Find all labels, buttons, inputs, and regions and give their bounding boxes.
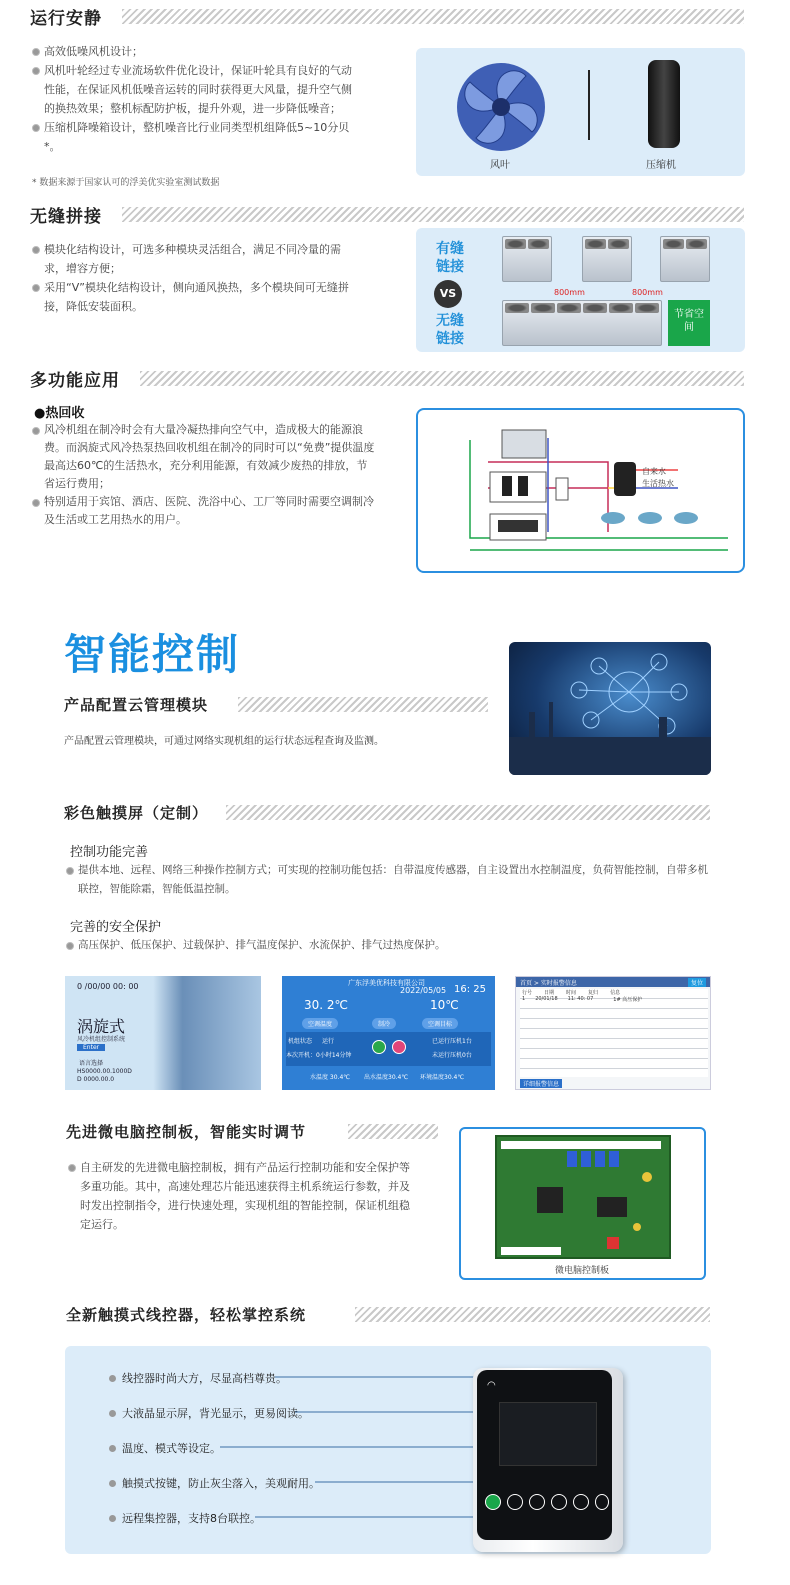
touchscreen-title: 彩色触摸屏（定制） [64,804,209,822]
version-code: D 0000.00.0 [77,1076,115,1083]
screen-sub: 风冷机组控制系统 [77,1036,126,1043]
company-name: 广东浮美优科技有限公司 [348,979,425,987]
section-title-multi: 多功能应用 [30,371,120,391]
temp-value: 30. 2℃ [304,998,349,1012]
bullet: 风机叶轮经过专业流场软件优化设计，保证叶轮具有良好的气动性能，在保证风机低噪音运转的同时获得更大风量，提升空气侧的换热效果；整机标配防护板，提升外观，进一步降低噪音； [30,61,360,118]
down-button[interactable] [573,1494,589,1510]
target-value: 10℃ [430,998,459,1012]
board-caption: 微电脑控制板 [555,1266,610,1276]
title-divider [122,207,744,222]
wifi-icon: ◠ [487,1380,496,1391]
power-button[interactable] [485,1494,501,1510]
bullet: 采用“V”模块化结构设计，侧向通风换热，多个模块间可无缝拼接，降低安装面积。 [30,278,360,316]
title-divider [238,697,488,712]
screen-status [282,976,495,1090]
screen-date: 2022/05/05 [400,986,447,995]
seamless-units-image [502,300,662,346]
ambient-temp: 环境温度30.4℃ [420,1074,465,1081]
hot-water-label: 生活热水 [642,479,674,488]
control-heading: 控制功能完善 [70,845,149,860]
screen-time: 0 /00/00 00: 00 [77,982,139,991]
footnote: * 数据来源于国家认可的浮美优实验室测试数据 [32,178,220,188]
wire-controller-title: 全新触摸式线控器，轻松掌控系统 [66,1306,307,1324]
function-button[interactable] [507,1494,523,1510]
title-divider [355,1307,710,1322]
section-title-seamless: 无缝拼接 [30,207,102,227]
title-divider [226,805,710,820]
smart-control-title: 智能控制 [64,630,241,679]
enter-button[interactable]: Enter [77,1044,105,1051]
cloud-network-image [509,642,711,775]
tab-cooling[interactable]: 制冷 [372,1018,396,1029]
control-bullets [64,861,714,899]
screen-name: 涡旋式 [77,1017,126,1036]
alarm-breadcrumb: 首页 > 实时报警信息 [520,980,577,987]
seam-label: 有缝链接 [436,241,464,275]
heat-recovery-bullets [30,421,375,529]
outlet-temp: 出水温度30.4℃ [364,1074,409,1081]
screen-alarm [515,976,711,1090]
tab-target[interactable]: 空调目标 [422,1018,458,1029]
board-components [497,1137,673,1261]
ok-button[interactable] [595,1494,609,1510]
lcd-screen [499,1402,597,1466]
safety-heading: 完善的安全保护 [70,920,162,935]
language-select[interactable]: 语言选择 [79,1060,104,1067]
bullet: 模块化结构设计，可选多种模块灵活组合，满足不同冷量的需求，增容方便； [30,240,360,278]
safety-bullets [64,936,714,955]
gap-label: 800mm [554,288,585,297]
alarm-table [520,989,708,1077]
fan-blade-icon [456,62,546,152]
quiet-bullets [30,42,360,156]
vs-badge: VS [434,280,462,308]
section-title-quiet: 运行安静 [30,9,102,29]
alarm-table-header: 行号 日期 时间 复归 信息 [522,990,621,996]
bullet: 风冷机组在制冷时会有大量冷凝热排向空气中，造成极大的能源浪费。而涡旋式风冷热泵热回收机组在制冷的同时可以“免费”提供温度最高达60℃的生活热水，充分利用能源，有效减少废热的排放，节省运行费用； [30,421,375,493]
bullet: 特别适用于宾馆、酒店、医院、洗浴中心、工厂等同时需要空调制冷及生活或工艺用热水的用户。 [30,493,375,529]
screen-clock: 16: 25 [454,984,486,995]
bullet: 高效低噪风机设计； [30,42,360,61]
control-board-image [495,1135,671,1259]
gap-label: 800mm [632,288,663,297]
controller-feature: 大液晶显示屏，背光显示，更易阅读。 [109,1405,309,1421]
network-icons [509,642,711,775]
state-label: 机组状态 [288,1038,313,1045]
heat-recovery-heading: ●热回收 [34,406,85,421]
wire-controller-device [473,1368,623,1552]
screen-login [65,976,261,1090]
cloud-title: 产品配置云管理模块 [64,696,209,714]
run-time: 本次开机：0小时14分钟 [286,1052,352,1059]
up-button[interactable] [551,1494,567,1510]
state-value: 运行 [322,1038,335,1045]
bullet: 自主研发的先进微电脑控制板，拥有产品运行控制功能和安全保护等多重功能。其中，高速处理芯片能迅速获得主机系统运行参数，并及时发出控制指令，进行快速处理，实现机组的智能控制，保证机组稳定运行。 [66,1158,411,1234]
power-on-icon[interactable] [372,1040,386,1054]
seamless-panel [416,228,745,352]
seamless-label: 无缝链接 [436,313,464,347]
board-bullets [66,1158,411,1234]
compressor-label: 压缩机 [646,160,676,171]
piping-diagram [418,410,743,571]
controller-feature: 触摸式按键，防止灰尘落入，美观耐用。 [109,1475,320,1491]
idle-count: 未运行压机0台 [432,1052,472,1059]
bullet: 高压保护、低压保护、过载保护、排气温度保护、水流保护、排气过热度保护。 [64,936,714,955]
unit-image [582,236,632,282]
cloud-desc: 产品配置云管理模块，可通过网络实现机组的运行状态远程查询及监测。 [64,736,384,747]
tap-water-label: 自来水 [642,467,666,476]
board-panel [459,1127,706,1280]
unit-image [660,236,710,282]
power-off-icon[interactable] [392,1040,406,1054]
alarm-detail-button[interactable]: 详细报警信息 [520,1079,562,1088]
title-divider [348,1124,438,1139]
tab-ac-temp[interactable]: 空调温度 [302,1018,338,1029]
running-count: 已运行压机1台 [432,1038,472,1045]
controller-feature: 远程集控器，支持8台联控。 [109,1510,261,1526]
compressor-icon [648,60,680,148]
title-divider [122,9,744,24]
controller-feature: 线控器时尚大方，尽显高档尊贵。 [109,1370,287,1386]
version-code: HS0000.00.1000D [77,1068,132,1075]
controller-feature: 温度、模式等设定。 [109,1440,221,1456]
fan-compressor-panel [416,48,745,176]
title-divider [140,371,744,386]
divider-line [588,70,590,140]
reset-button[interactable]: 复位 [688,978,706,987]
fan-label: 风叶 [490,160,510,171]
heat-recovery-diagram [416,408,745,573]
bullet: 压缩机降噪箱设计，整机噪音比行业同类型机组降低5~10分贝 *。 [30,118,360,156]
table-row: 1 20/01/18 11: 40: 07 1# 高压保护 [522,996,643,1003]
board-title: 先进微电脑控制板，智能实时调节 [66,1123,307,1141]
bullet: 提供本地、远程、网络三种操作控制方式；可实现的控制功能包括：自带温度传感器，自主设置出水控制温度，负荷智能控制，自带多机联控，智能除霜，智能低温控制。 [64,861,714,899]
water-temp: 水温度 30.4℃ [310,1074,351,1081]
controller-panel [65,1346,711,1554]
mode-button[interactable] [529,1494,545,1510]
unit-image [502,236,552,282]
save-space-badge: 节省空间 [668,300,710,346]
seamless-bullets [30,240,360,316]
